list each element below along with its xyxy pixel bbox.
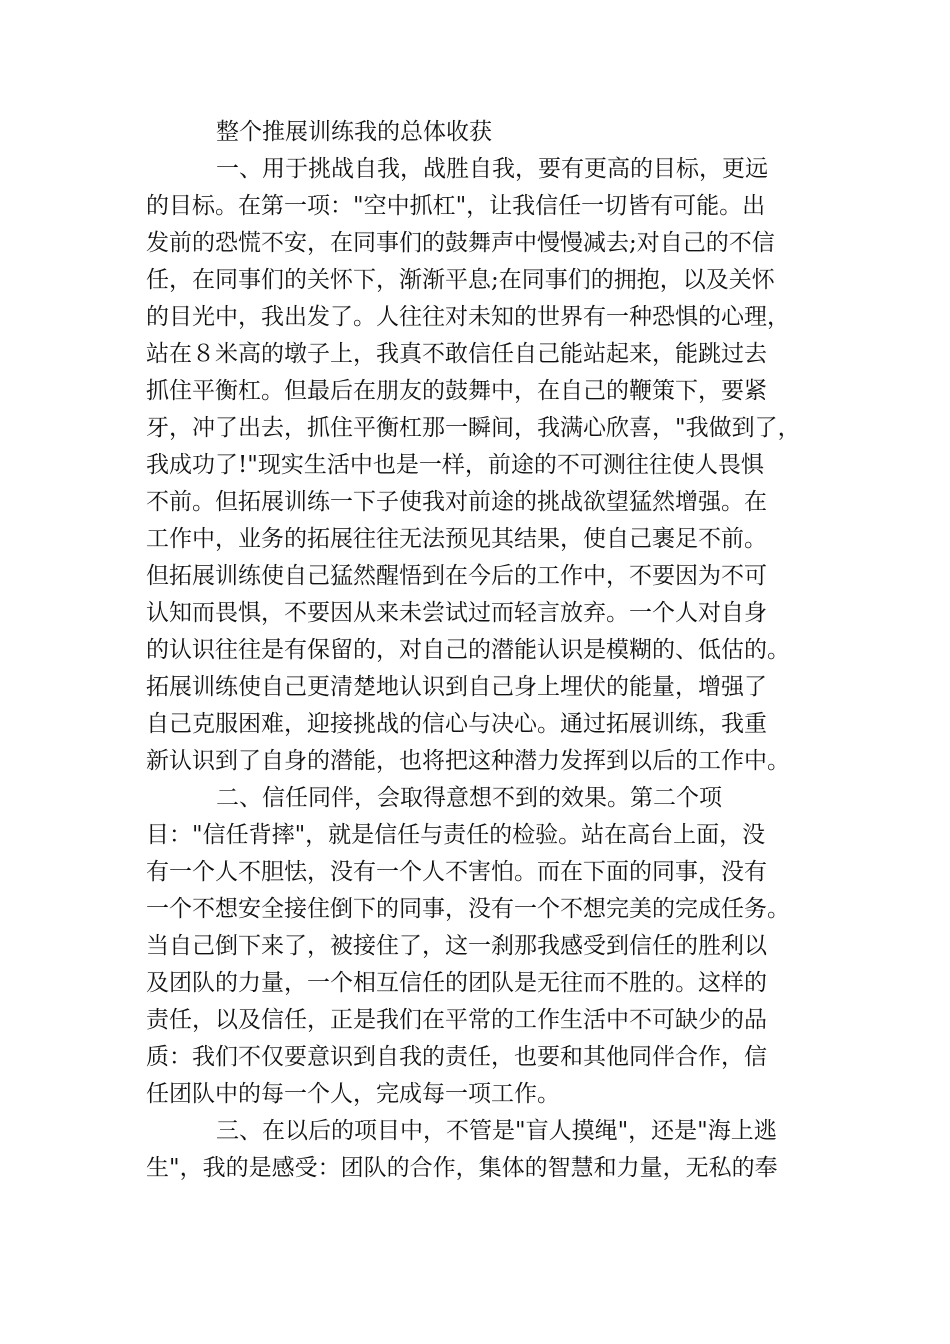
document-title: 整个推展训练我的总体收获 [216, 119, 492, 145]
paragraph-1-line: 新认识到了自身的潜能，也将把这种潜力发挥到以后的工作中。 [146, 748, 790, 774]
paragraph-2-line: 有一个人不胆怯，没有一个人不害怕。而在下面的同事，没有 [146, 859, 767, 885]
paragraph-2-line: 一个不想安全接住倒下的同事，没有一个不想完美的完成任务。 [146, 896, 790, 922]
paragraph-1-line: 发前的恐慌不安，在同事们的鼓舞声中慢慢减去;对自己的不信 [146, 230, 775, 256]
paragraph-1-line: 的目标。在第一项："空中抓杠"，让我信任一切皆有可能。出 [146, 193, 766, 219]
paragraph-1-line: 的认识往往是有保留的，对自己的潜能认识是模糊的、低估的。 [146, 637, 790, 663]
paragraph-3-line: 生"，我的是感受：团队的合作，集体的智慧和力量，无私的奉 [146, 1155, 778, 1181]
paragraph-1-line: 一、用于挑战自我，战胜自我，要有更高的目标，更远 [216, 156, 768, 182]
paragraph-2-line: 目："信任背摔"，就是信任与责任的检验。站在高台上面，没 [146, 822, 766, 848]
paragraph-1-line: 的目光中，我出发了。人往往对未知的世界有一种恐惧的心理， [146, 304, 790, 330]
paragraph-2-line: 质：我们不仅要意识到自我的责任，也要和其他同伴合作，信 [146, 1044, 767, 1070]
paragraph-1-line: 不前。但拓展训练一下子使我对前途的挑战欲望猛然增强。在 [146, 489, 767, 515]
paragraph-1-line: 站在８米高的墩子上，我真不敢信任自己能站起来，能跳过去 [146, 341, 767, 367]
paragraph-2-line: 当自己倒下来了，被接住了，这一刹那我感受到信任的胜利以 [146, 933, 767, 959]
paragraph-1-line: 任，在同事们的关怀下，渐渐平息;在同事们的拥抱，以及关怀 [146, 267, 775, 293]
document-body [146, 114, 806, 1187]
paragraph-1-line: 工作中，业务的拓展往往无法预见其结果，使自己裹足不前。 [146, 526, 767, 552]
paragraph-1-line: 认知而畏惧，不要因从来未尝试过而轻言放弃。一个人对自身 [146, 600, 767, 626]
paragraph-1-line: 自己克服困难，迎接挑战的信心与决心。通过拓展训练，我重 [146, 711, 767, 737]
paragraph-2-line: 二、信任同伴，会取得意想不到的效果。第二个项 [216, 785, 722, 811]
paragraph-2-line: 及团队的力量，一个相互信任的团队是无往而不胜的。这样的 [146, 970, 767, 996]
paragraph-2-line: 任团队中的每一个人，完成每一项工作。 [146, 1081, 560, 1107]
paragraph-2-line: 责任，以及信任，正是我们在平常的工作生活中不可缺少的品 [146, 1007, 767, 1033]
paragraph-1-line: 我成功了!"现实生活中也是一样，前途的不可测往往使人畏惧 [146, 452, 764, 478]
paragraph-1-line: 但拓展训练使自己猛然醒悟到在今后的工作中，不要因为不可 [146, 563, 767, 589]
paragraph-1-line: 牙，冲了出去，抓住平衡杠那一瞬间，我满心欣喜，"我做到了， [146, 415, 801, 441]
paragraph-1-line: 拓展训练使自己更清楚地认识到自己身上埋伏的能量，增强了 [146, 674, 767, 700]
paragraph-3-line: 三、在以后的项目中，不管是"盲人摸绳"，还是"海上逃 [216, 1118, 777, 1144]
paragraph-1-line: 抓住平衡杠。但最后在朋友的鼓舞中，在自己的鞭策下，要紧 [146, 378, 767, 404]
